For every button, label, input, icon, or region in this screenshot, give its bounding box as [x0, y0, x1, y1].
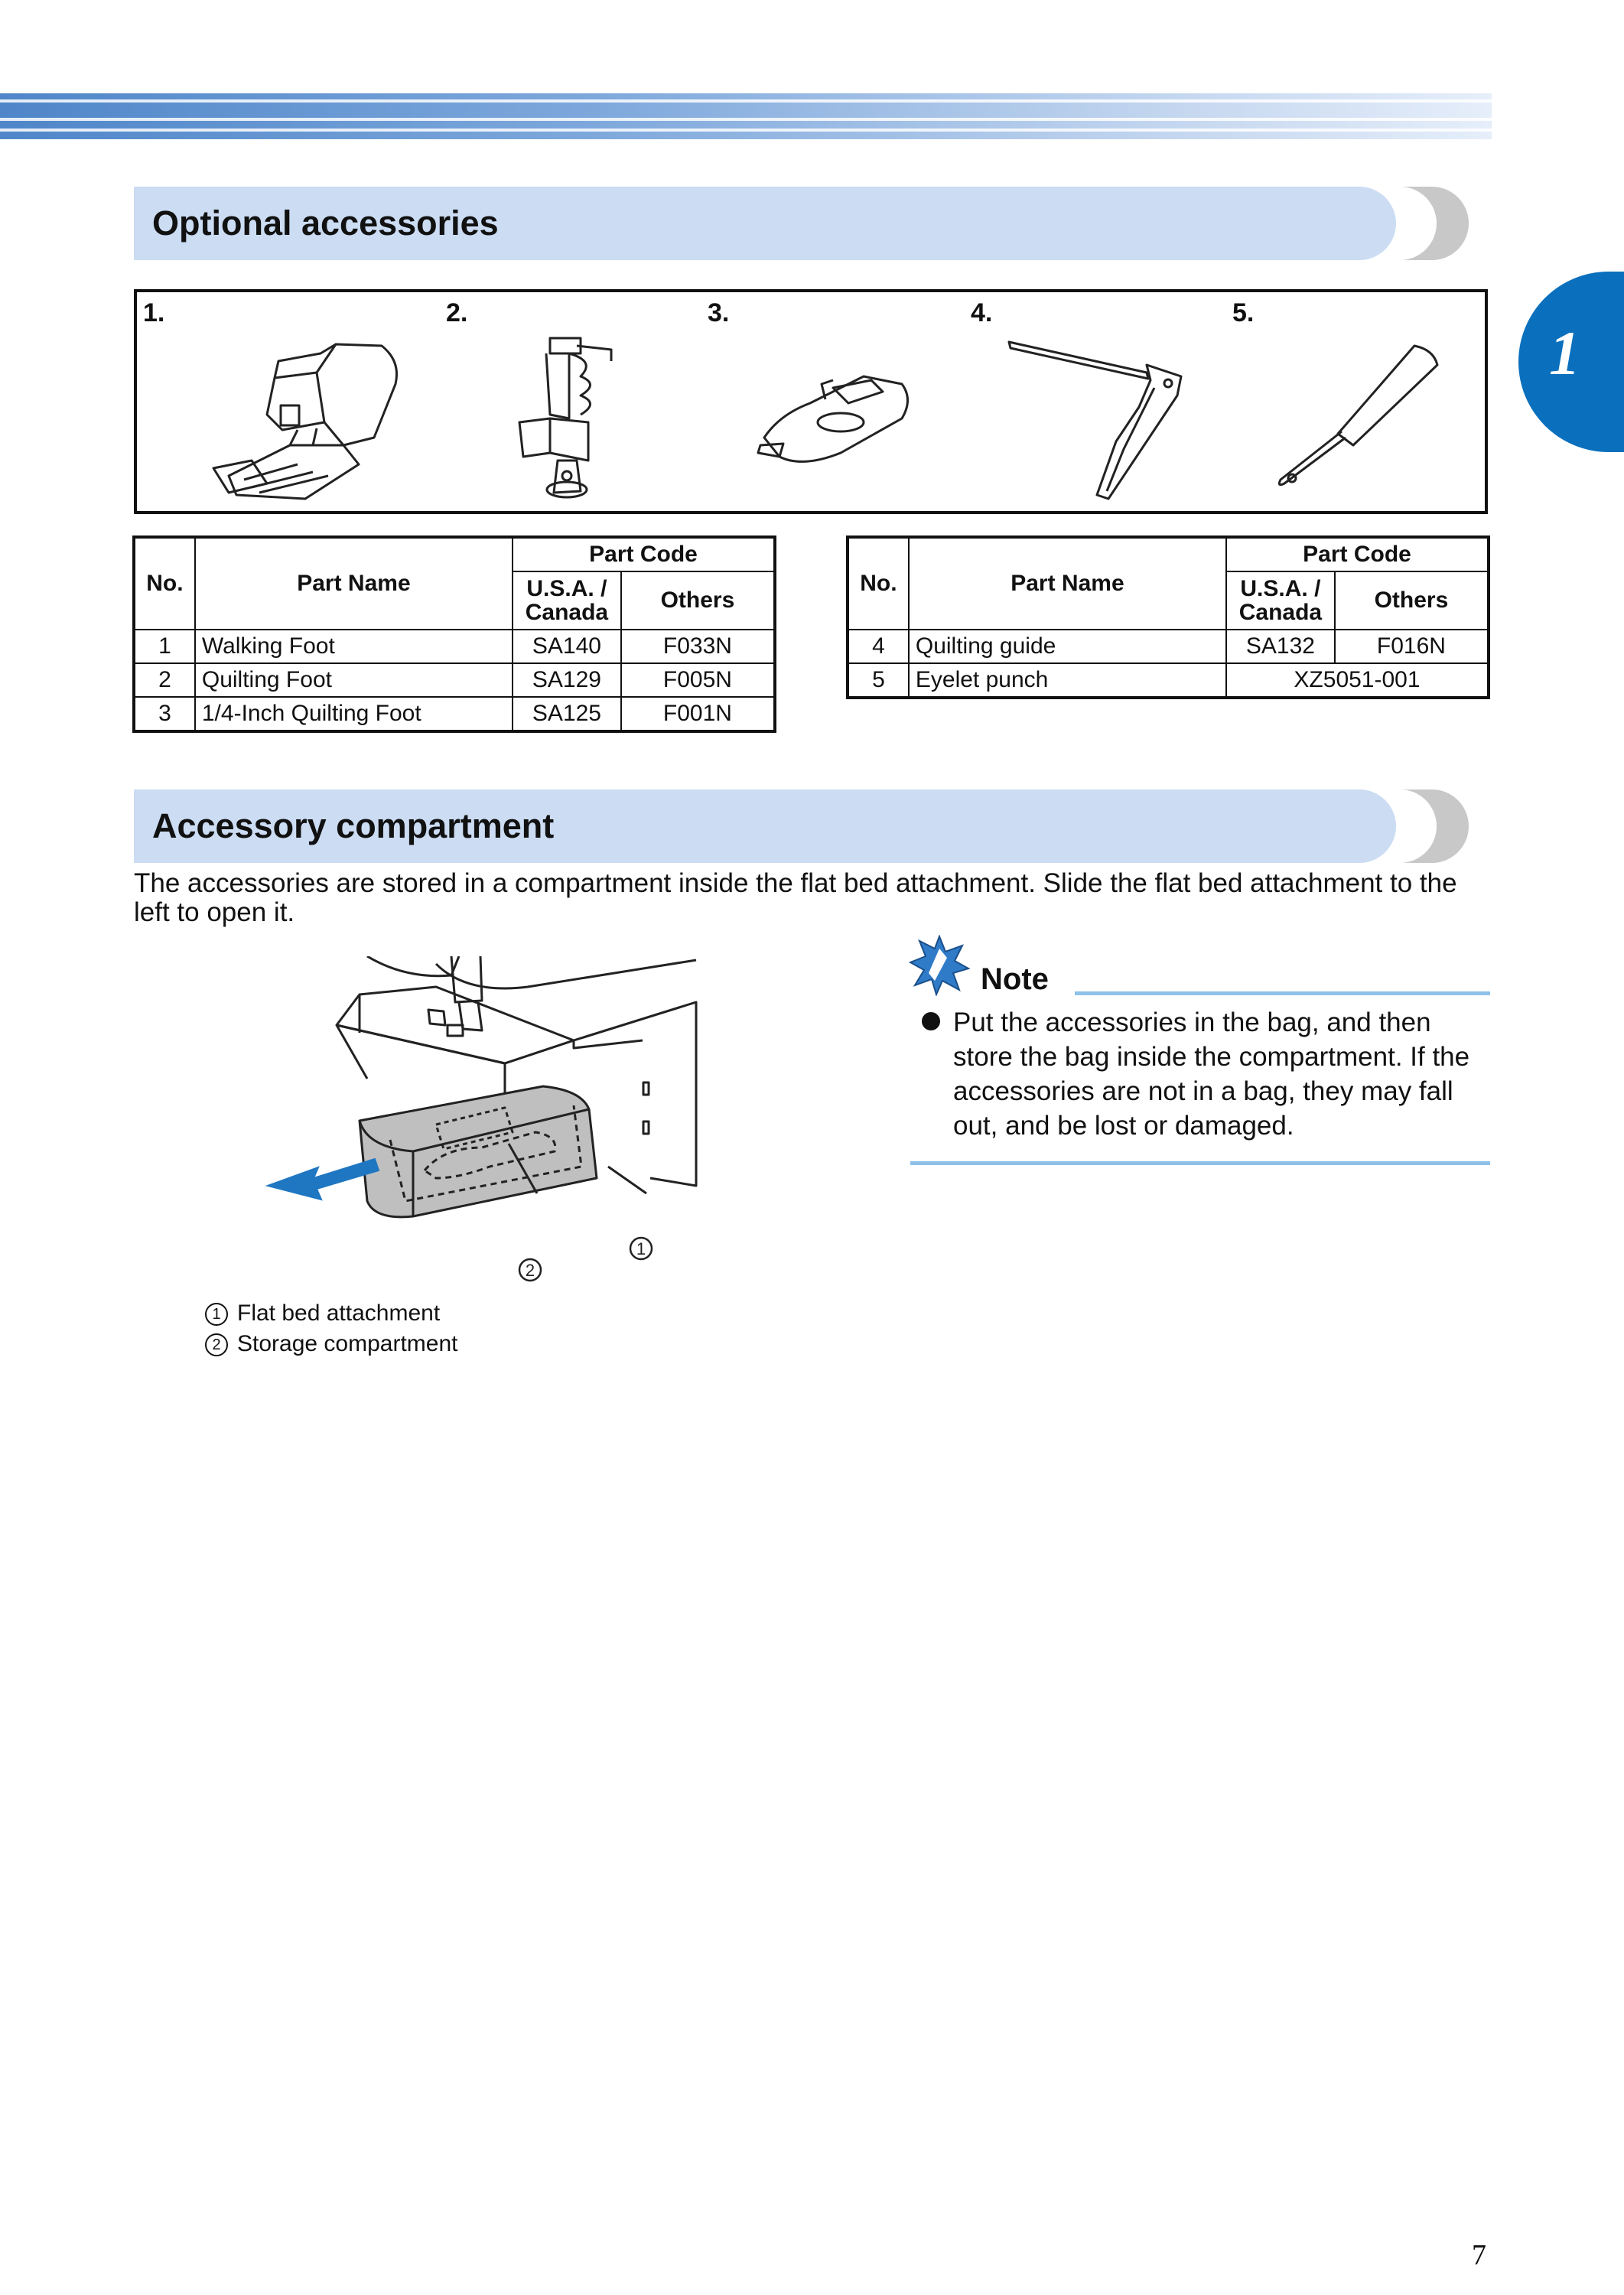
figure-label-4: 4. — [971, 298, 993, 327]
cell-usa: SA129 — [513, 663, 621, 697]
table-row — [134, 663, 775, 697]
cell-others: F016N — [1335, 630, 1489, 663]
note-divider-bottom — [910, 1161, 1490, 1165]
section-cap-icon — [1400, 789, 1484, 863]
header-part-code: Part Code — [1226, 537, 1489, 571]
cell-no: 1 — [134, 630, 195, 663]
figure-label-5: 5. — [1232, 298, 1255, 327]
section-header-accessory-compartment — [134, 789, 1396, 863]
header-usa-canada: U.S.A. / Canada — [513, 571, 621, 630]
callout-2-label: 2 — [525, 1261, 535, 1280]
callout-1-label: 1 — [636, 1239, 646, 1258]
callout-1 — [630, 1238, 652, 1259]
header-no: No. — [134, 537, 195, 630]
figure-label-2: 2. — [446, 298, 468, 327]
table-row — [134, 697, 775, 731]
cell-part-name: Eyelet punch — [909, 663, 1226, 698]
bullet-icon — [919, 1008, 945, 1034]
cell-no: 4 — [848, 630, 909, 663]
legend-number: 2 — [205, 1333, 228, 1356]
legend-text: Flat bed attachment — [237, 1300, 441, 1326]
compartment-illustration — [252, 956, 711, 1285]
cell-usa: SA132 — [1226, 630, 1335, 663]
quarter-inch-foot-icon — [749, 346, 925, 483]
figure-label-1: 1. — [143, 298, 165, 327]
cell-part-code: XZ5051-001 — [1226, 663, 1489, 698]
legend-number: 1 — [205, 1303, 228, 1326]
figure-label-3: 3. — [708, 298, 730, 327]
header-gradient-bar — [0, 93, 1492, 139]
header-usa-canada: U.S.A. / Canada — [1226, 571, 1335, 630]
chapter-number: 1 — [1549, 318, 1580, 388]
header-no: No. — [848, 537, 909, 630]
page-number: 7 — [1472, 2239, 1486, 2271]
header-others: Others — [1335, 571, 1489, 630]
quilting-guide-icon — [994, 334, 1223, 503]
legend-item — [205, 1331, 457, 1357]
chapter-tab[interactable] — [1518, 272, 1624, 452]
legend-item — [205, 1300, 440, 1327]
table-row — [848, 663, 1489, 698]
accessories-figure — [134, 289, 1488, 514]
cell-part-name: 1/4-Inch Quilting Foot — [195, 697, 513, 731]
cell-no: 3 — [134, 697, 195, 731]
section-header-optional-accessories — [134, 187, 1396, 260]
parts-table-right — [846, 536, 1490, 699]
note-text: Put the accessories in the bag, and then store the bag inside the compartment. If the accessories are not in a bag, they may fall out, and be lost or damaged. — [953, 1008, 1470, 1141]
cell-no: 2 — [134, 663, 195, 697]
callout-2 — [519, 1259, 541, 1281]
header-part-name: Part Name — [909, 537, 1226, 630]
cell-others: F033N — [621, 630, 775, 663]
table-row — [848, 630, 1489, 663]
section-cap-icon — [1400, 187, 1484, 260]
cell-others: F001N — [621, 697, 775, 731]
walking-foot-icon — [183, 330, 412, 506]
cell-no: 5 — [848, 663, 909, 698]
note-title: Note — [981, 962, 1049, 996]
header-part-code: Part Code — [513, 537, 775, 571]
section-title: Accessory compartment — [152, 806, 555, 845]
table-row — [134, 630, 775, 663]
note-icon — [909, 935, 970, 996]
legend-text: Storage compartment — [237, 1331, 458, 1356]
note-divider-top — [1075, 991, 1490, 995]
eyelet-punch-icon — [1261, 338, 1460, 499]
cell-usa: SA125 — [513, 697, 621, 731]
quilting-foot-icon — [504, 330, 657, 506]
cell-part-name: Quilting Foot — [195, 663, 513, 697]
header-part-name: Part Name — [195, 537, 513, 630]
cell-part-name: Quilting guide — [909, 630, 1226, 663]
cell-part-name: Walking Foot — [195, 630, 513, 663]
cell-others: F005N — [621, 663, 775, 697]
section-body-text: The accessories are stored in a compartment inside the flat bed attachment. Slide the flat bed attachment to the left to open it. — [134, 868, 1457, 927]
parts-table-left — [132, 536, 776, 733]
section-title: Optional accessories — [152, 203, 499, 243]
header-others: Others — [621, 571, 775, 630]
cell-usa: SA140 — [513, 630, 621, 663]
